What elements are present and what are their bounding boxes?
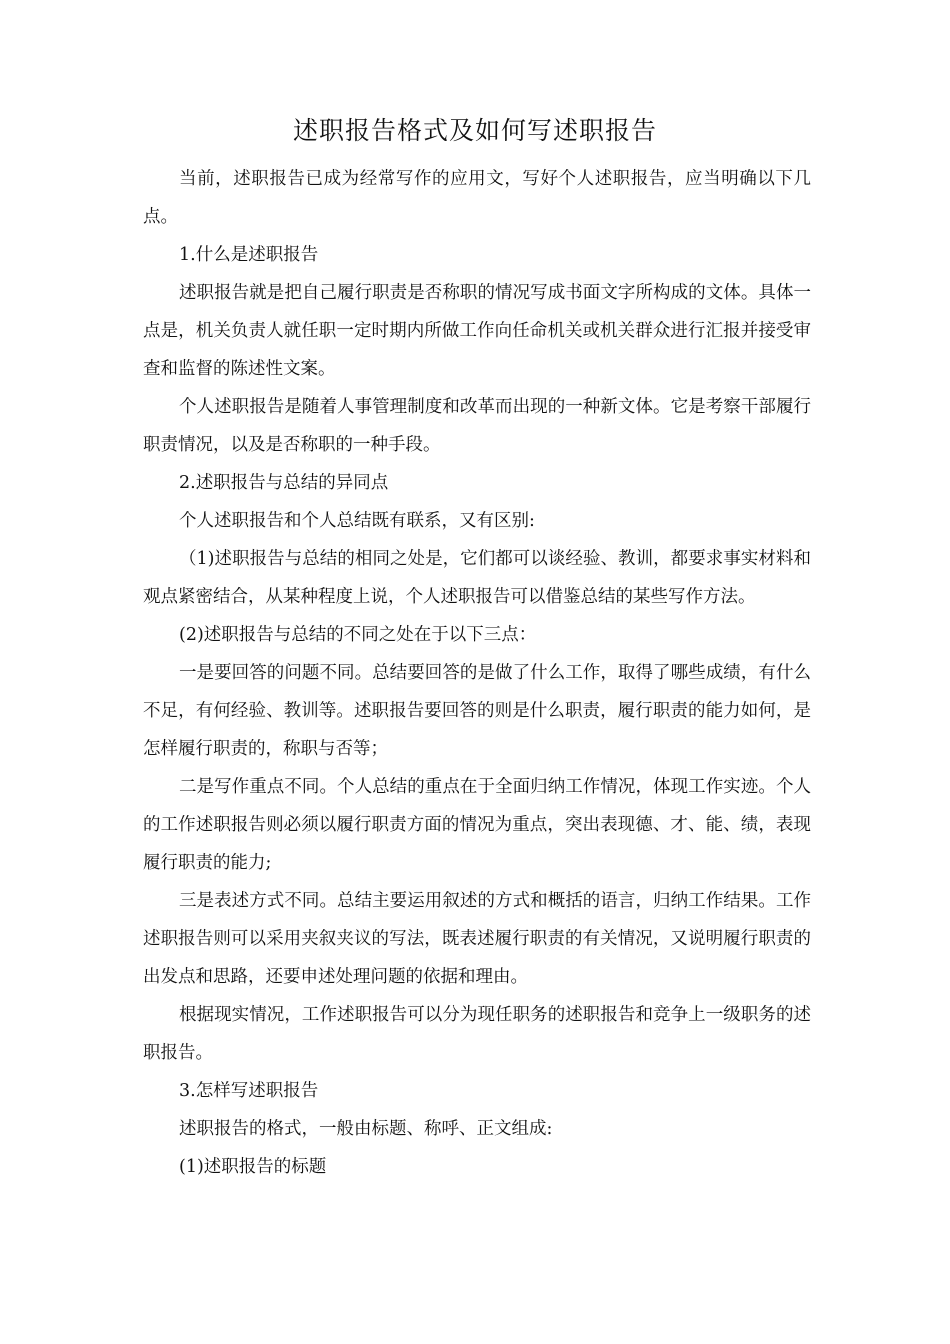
heading-what-is-report: 1.什么是述职报告 — [179, 245, 319, 265]
paragraph-report-types: 根据现实情况，工作述职报告可以分为现任职务的述职报告和竞争上一级职务的述职报告。 — [143, 1005, 811, 1063]
heading-similarities-differences: 2.述职报告与总结的异同点 — [179, 473, 389, 493]
paragraph-connection-difference: 个人述职报告和个人总结既有联系，又有区别: — [179, 511, 535, 531]
paragraph-difference-two: 二是写作重点不同。个人总结的重点在于全面归纳工作情况，体现工作实迹。个人的工作述职报告则必须以履行职责方面的情况为重点，突出表现德、才、能、绩，表现履行职责的能力; — [143, 777, 811, 873]
document-title: 述职报告格式及如何写述职报告 — [292, 116, 657, 145]
paragraph-difference-three: 三是表述方式不同。总结主要运用叙述的方式和概括的语言，归纳工作结果。工作述职报告则可以采用夹叙夹议的写法，既表述履行职责的有关情况，又说明履行职责的出发点和思路，还要申述处理问题的依据和理由。 — [143, 891, 811, 987]
paragraph-definition: 述职报告就是把自己履行职责是否称职的情况写成书面文字所构成的文体。具体一点是，机关负责人就任职一定时期内所做工作向任命机关或机关群众进行汇报并接受审查和监督的陈述性文案。 — [143, 283, 811, 379]
paragraph-similarity: （1)述职报告与总结的相同之处是，它们都可以谈经验、教训，都要求事实材料和观点紧密结合，从某种程度上说，个人述职报告可以借鉴总结的某些写作方法。 — [143, 549, 811, 607]
paragraph-format: 述职报告的格式，一般由标题、称呼、正文组成: — [179, 1119, 553, 1139]
paragraph-difference-one: 一是要回答的问题不同。总结要回答的是做了什么工作，取得了哪些成绩，有什么不足，有何经验、教训等。述职报告要回答的则是什么职责，履行职责的能力如何，是怎样履行职责的，称职与否等； — [143, 663, 811, 759]
document-body — [143, 160, 811, 1186]
paragraph-differences-intro: (2)述职报告与总结的不同之处在于以下三点： — [179, 625, 537, 645]
paragraph-intro: 当前，述职报告已成为经常写作的应用文，写好个人述职报告，应当明确以下几点。 — [143, 169, 811, 227]
paragraph-new-style: 个人述职报告是随着人事管理制度和改革而出现的一种新文体。它是考察干部履行职责情况，以及是否称职的一种手段。 — [143, 397, 811, 455]
subheading-report-title: (1)述职报告的标题 — [179, 1157, 327, 1177]
heading-how-to-write: 3.怎样写述职报告 — [179, 1081, 319, 1101]
